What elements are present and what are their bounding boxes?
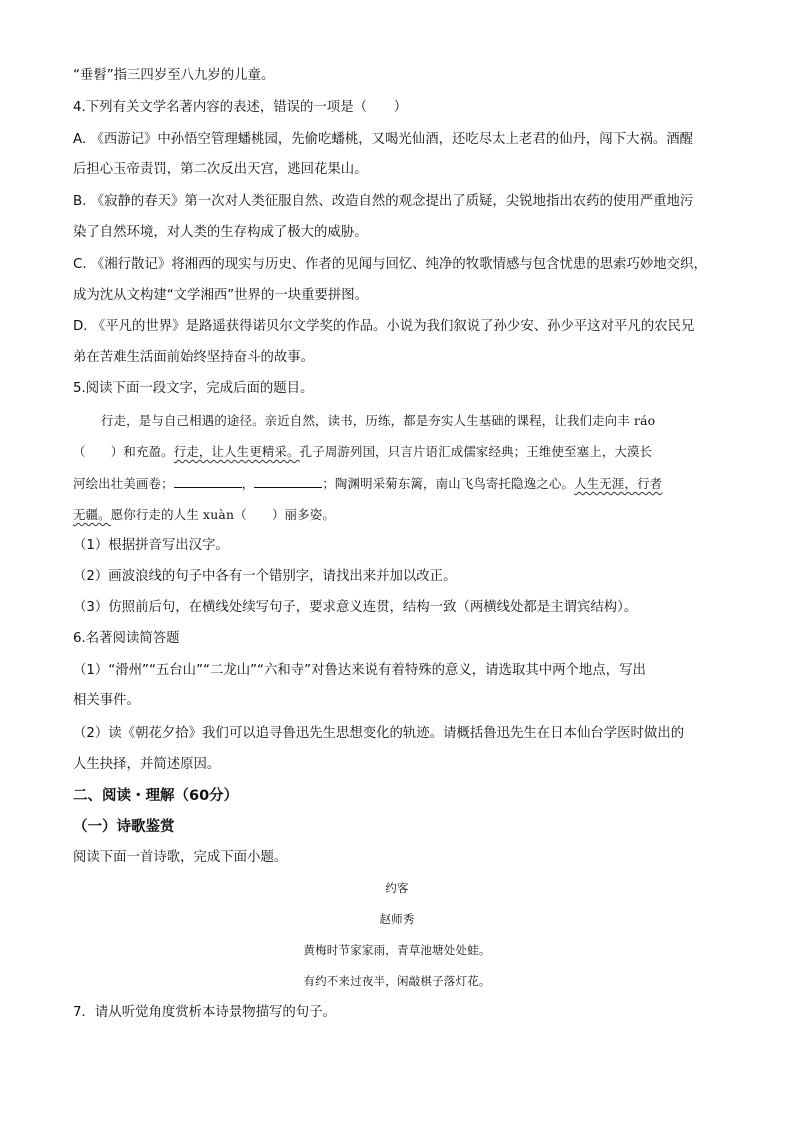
q4-option-d-line1: D. 《平凡的世界》是路遥获得诺贝尔文学奖的作品。小说为我们叙说了孙少安、孙少平这对平凡的农民兄 <box>73 319 695 334</box>
q5-passage-line1: 行走，是与自己相遇的途径。亲近自然，读书，历练，都是夯实人生基础的课程，让我们走向丰 ráo <box>101 413 656 428</box>
q4-option-b-line1: B. 《寂静的春天》第一次对人类征服自然、改造自然的观念提出了质疑，尖锐地指出农药的使用严重地污 <box>73 194 694 209</box>
q4-option-a-line1: A. 《西游记》中孙悟空管理蟠桃园，先偷吃蟠桃，又喝光仙酒，还吃尽太上老君的仙丹，闯下大祸。酒醒 <box>73 132 694 147</box>
q6-sub2-line1: （2）读《朝花夕拾》我们可以追寻鲁迅先生思想变化的轨迹。请概括鲁迅先生在日本仙台学医时做出的 <box>73 726 685 741</box>
q5-wavy-sentence-1: 行走，让人生更精采。 <box>173 444 300 459</box>
q4-option-b-line2: 染了自然环境，对人类的生存构成了极大的威胁。 <box>73 225 368 240</box>
q4-option-c-line1: C. 《湘行散记》将湘西的现实与历史、作者的见闻与回忆、纯净的牧歌情感与包含忧患的思索巧妙地交织， <box>73 257 707 272</box>
q5-wavy-sentence-2: 人生无涯，行者 <box>574 476 663 491</box>
q5-passage-line4 <box>73 506 723 524</box>
q5-sub2: （2）画波浪线的句子中各有一个错别字，请找出来并加以改正。 <box>73 569 457 584</box>
q6-sub1-line2: 相关事件。 <box>73 693 140 708</box>
q4-option-c-line2: 成为沈从文构建“文学湘西”世界的一块重要拼图。 <box>73 288 369 303</box>
q5-sub1: （1）根据拼音写出汉字。 <box>73 538 229 553</box>
section-title: 二、阅读・理解（60分） <box>73 788 239 804</box>
q4-stem: 4.下列有关文学名著内容的表述，错误的一项是（ ） <box>73 100 408 115</box>
q4-option-a-line2: 后担心玉帝责罚，第二次反出天宫，逃回花果山。 <box>73 162 368 177</box>
q5-passage-text: 河绘出壮美画卷； <box>73 476 174 491</box>
q5-passage-text: （ ）和充盈。 <box>73 444 174 459</box>
q5-passage-text: ；陶渊明采菊东篱，南山飞鸟寄托隐逸之心。 <box>322 476 575 491</box>
q6-stem: 6.名著阅读简答题 <box>73 631 180 646</box>
q5-blank-2[interactable] <box>254 475 322 488</box>
q5-blank-1[interactable] <box>174 475 242 488</box>
q5-passage-text: 孔子周游列国，只言片语汇成儒家经典；王维使至塞上，大漠长 <box>299 444 653 459</box>
q5-sub3: （3）仿照前后句，在横线处续写句子，要求意义连贯，结构一致（两横线处都是主谓宾结构）。 <box>73 600 638 615</box>
intro-line: “垂髫”指三四岁至八九岁的儿童。 <box>73 68 275 83</box>
q5-passage-text: 愿你行走的人生 xuàn（ ）丽多姿。 <box>110 507 335 522</box>
q5-wavy-sentence-2-end: 无疆。 <box>73 507 111 522</box>
q6-sub1-line1: （1）“滑州”“五台山”“二龙山”“六和寺”对鲁达来说有着特殊的意义，请选取其中两个地点，写出 <box>73 663 646 678</box>
poem-instruction: 阅读下面一首诗歌，完成下面小题。 <box>73 850 288 865</box>
q7-stem: 7．请从听觉角度赏析本诗景物描写的句子。 <box>73 1005 336 1020</box>
q5-passage-line2 <box>73 443 723 461</box>
q5-passage-text: ， <box>241 476 255 491</box>
q5-stem: 5.阅读下面一段文字，完成后面的题目。 <box>73 381 314 396</box>
poem-line-2: 有约不来过夜半，闲敲棋子落灯花。 <box>303 974 491 988</box>
poem-author: 赵师秀 <box>379 912 415 926</box>
poem-title: 约客 <box>385 881 409 895</box>
q6-sub2-line2: 人生抉择，并简述原因。 <box>73 757 221 772</box>
q4-option-d-line2: 弟在苦难生活面前始终坚持奋斗的故事。 <box>73 350 315 365</box>
poem-line-1: 黄梅时节家家雨，青草池塘处处蛙。 <box>303 943 491 957</box>
subsection-title: （一）诗歌鉴赏 <box>73 819 175 835</box>
q5-passage-line3 <box>73 475 723 493</box>
